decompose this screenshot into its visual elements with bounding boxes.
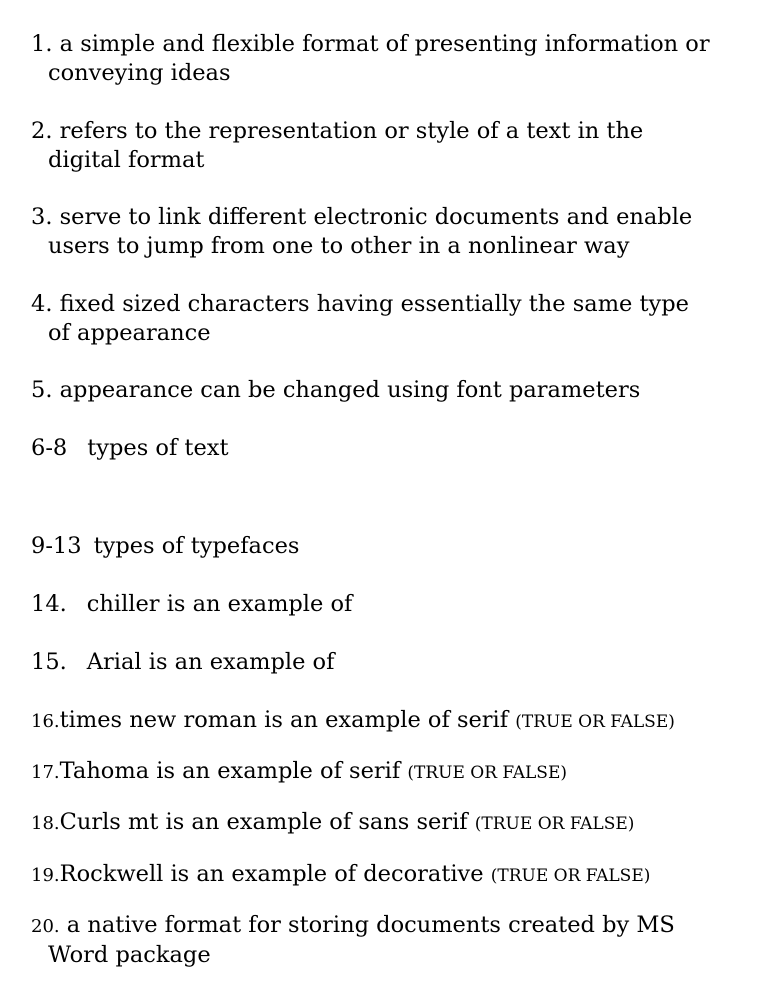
question-number: 9-13 — [31, 533, 82, 559]
question-number: 19. — [31, 865, 60, 886]
question-text: chiller is an example of — [86, 591, 353, 617]
question-text: Rockwell is an example of decorative — [59, 861, 484, 887]
question-number: 14. — [31, 591, 67, 617]
question-16 — [31, 706, 746, 737]
question-4 — [31, 290, 746, 348]
true-false-prompt: (TRUE OR FALSE) — [515, 712, 675, 732]
question-number: 16. — [31, 711, 60, 732]
question-19 — [31, 860, 746, 891]
question-text-continued: digital format — [48, 147, 205, 173]
question-14 — [31, 590, 746, 619]
question-text-continued: users to jump from one to other in a nonlinear way — [48, 233, 630, 259]
question-number: 3. — [31, 204, 53, 230]
question-text: refers to the representation or style of a text in the — [59, 118, 644, 144]
question-6-8 — [31, 434, 746, 463]
question-text: types of text — [87, 435, 229, 461]
question-text: a simple and flexible format of presenting information or — [59, 31, 710, 57]
question-text: fixed sized characters having essentially the same type — [59, 291, 689, 317]
question-18 — [31, 808, 746, 839]
question-17 — [31, 757, 746, 788]
question-number: 20. — [31, 916, 60, 937]
question-1 — [31, 30, 746, 88]
question-text: a native format for storing documents created by MS — [66, 912, 675, 938]
question-number: 2. — [31, 118, 53, 144]
question-text: types of typefaces — [93, 533, 300, 559]
question-2 — [31, 117, 746, 175]
true-false-prompt: (TRUE OR FALSE) — [407, 763, 567, 783]
question-text: times new roman is an example of serif — [59, 707, 509, 733]
question-text-continued: conveying ideas — [48, 60, 231, 86]
true-false-prompt: (TRUE OR FALSE) — [474, 814, 635, 834]
question-15 — [31, 648, 746, 677]
question-number: 4. — [31, 291, 53, 317]
question-text: serve to link different electronic documents and enable — [59, 204, 693, 230]
true-false-prompt: (TRUE OR FALSE) — [490, 866, 651, 886]
question-number: 18. — [31, 813, 60, 834]
question-text-continued: of appearance — [48, 320, 211, 346]
question-number: 15. — [31, 649, 67, 675]
question-text: Tahoma is an example of serif — [59, 758, 401, 784]
question-text: Arial is an example of — [86, 649, 335, 675]
question-9-13 — [31, 532, 746, 561]
question-5 — [31, 376, 746, 405]
question-text: Curls mt is an example of sans serif — [59, 809, 468, 835]
question-20 — [31, 911, 746, 970]
question-number: 1. — [31, 31, 53, 57]
question-number: 5. — [31, 377, 53, 403]
question-text: appearance can be changed using font parameters — [59, 377, 641, 403]
question-number: 6-8 — [31, 435, 68, 461]
question-text-continued: Word package — [48, 942, 211, 968]
question-3 — [31, 203, 746, 261]
question-number: 17. — [31, 762, 60, 783]
